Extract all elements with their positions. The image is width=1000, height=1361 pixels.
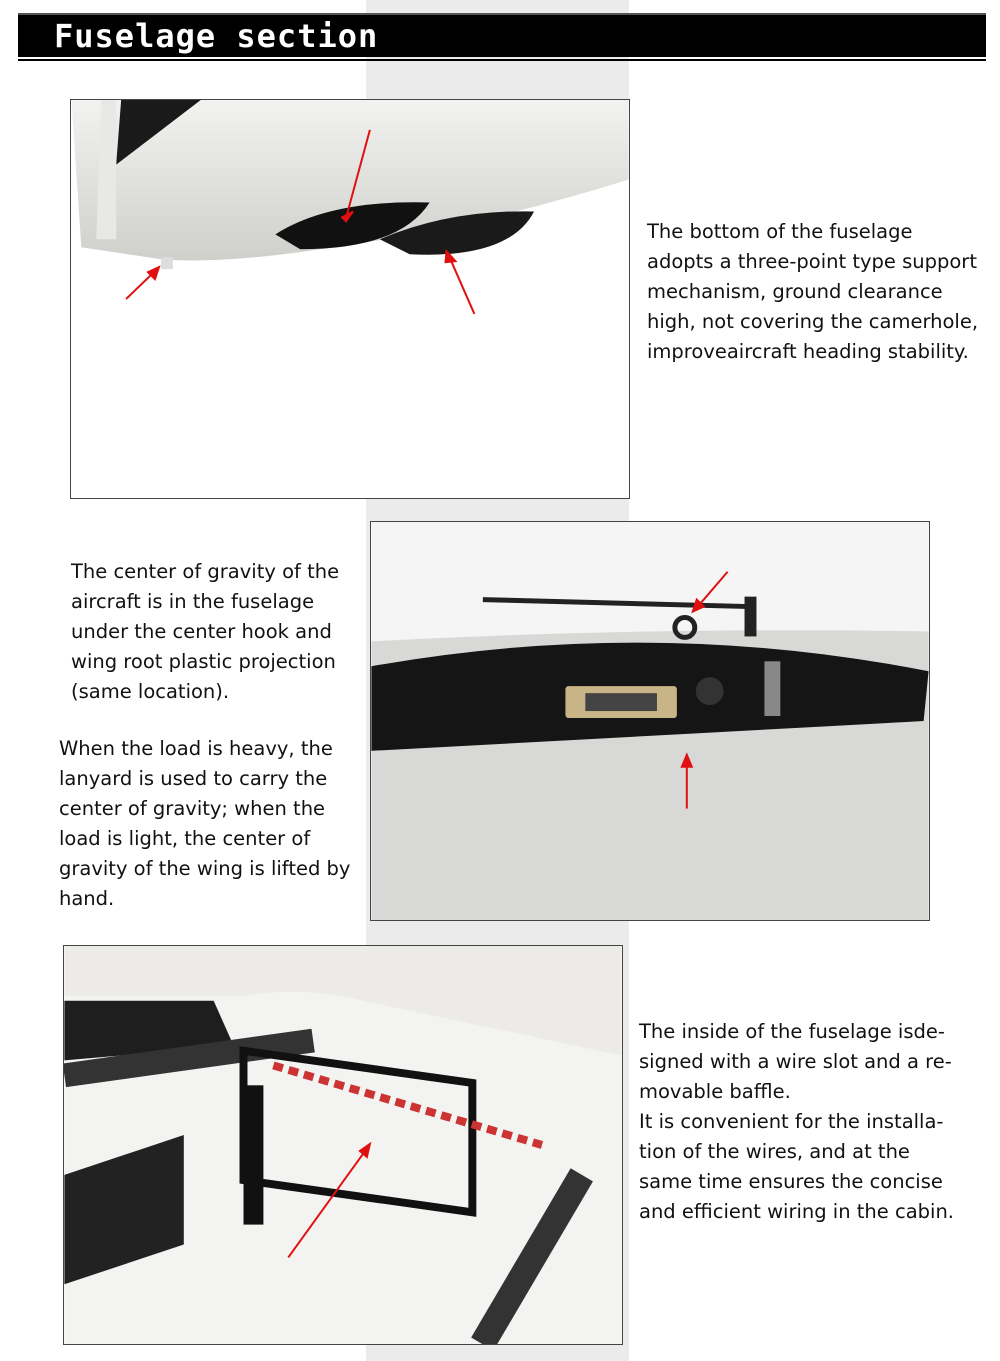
text-line: load is light, the center of (59, 827, 311, 850)
text-interior-wiring (639, 1017, 954, 1227)
text-line: movable baffle. (639, 1080, 791, 1103)
text-line: wing root plastic projection (71, 650, 336, 673)
text-bottom-support (647, 217, 978, 367)
text-line: under the center hook and (71, 620, 332, 643)
text-line: hand. (59, 887, 115, 910)
text-line: and efficient wiring in the cabin. (639, 1200, 955, 1223)
text-line: center of gravity; when the (59, 797, 326, 820)
page-title: Fuselage section (54, 17, 379, 55)
text-line: The center of gravity of the (71, 560, 340, 583)
text-line: The inside of the fuselage isde- (639, 1020, 945, 1043)
text-load-lanyard (59, 734, 350, 914)
text-line: same time ensures the concise (639, 1170, 943, 1193)
text-line: mechanism, ground clearance (647, 280, 943, 303)
text-line: tion of the wires, and at the (639, 1140, 910, 1163)
text-line: signed with a wire slot and a re- (639, 1050, 952, 1073)
text-center-of-gravity (71, 557, 339, 707)
photo-fuselage-interior (63, 945, 623, 1345)
text-line: aircraft is in the fuselage (71, 590, 315, 613)
text-line: When the load is heavy, the (59, 737, 333, 760)
text-line: lanyard is used to carry the (59, 767, 328, 790)
photo-center-hook (370, 521, 930, 921)
text-line: The bottom of the fuselage (647, 220, 913, 243)
photo-fuselage-bottom (70, 99, 630, 499)
text-line: high, not covering the camerhole, (647, 310, 979, 333)
text-line: improveaircraft heading stability. (647, 340, 969, 363)
text-line: (same location). (71, 680, 230, 703)
text-line: adopts a three-point type support (647, 250, 977, 273)
section-header (18, 13, 986, 57)
header-underline (18, 59, 986, 61)
text-line: gravity of the wing is lifted by (59, 857, 351, 880)
text-line: It is convenient for the installa- (639, 1110, 944, 1133)
